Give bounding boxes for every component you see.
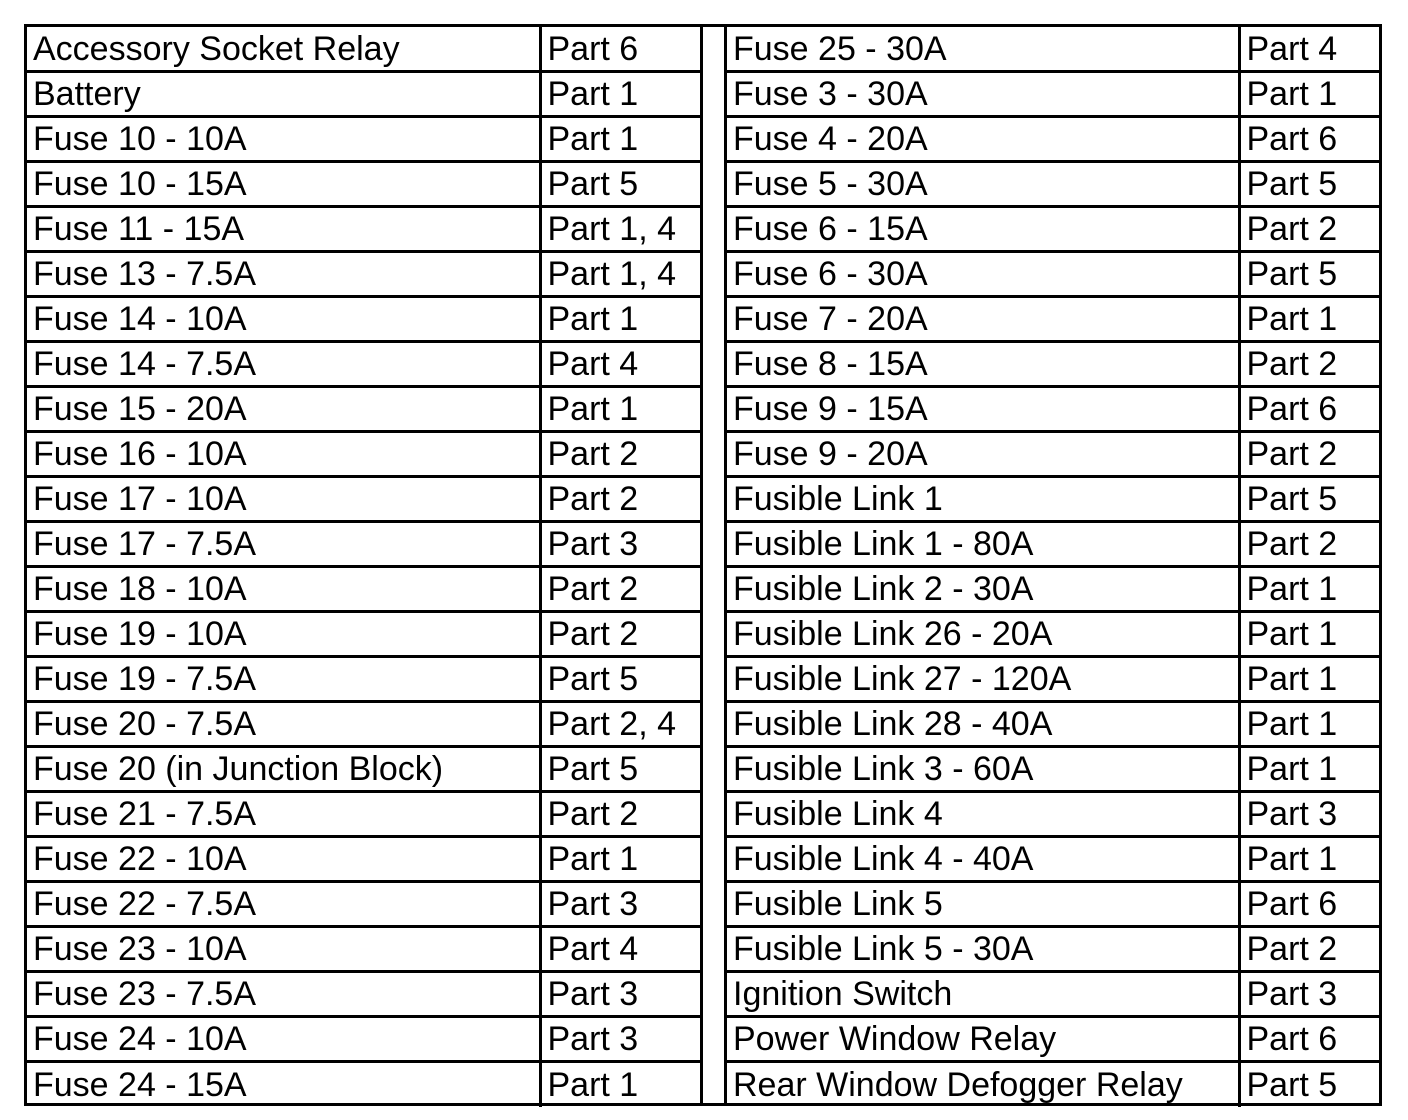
table-row	[27, 207, 700, 252]
component-name-cell: Fuse 25 - 30A	[727, 27, 1239, 72]
component-name-cell: Fuse 14 - 10A	[27, 297, 540, 342]
table-row	[27, 387, 700, 432]
table-row	[727, 432, 1379, 477]
component-name-cell: Fuse 19 - 10A	[27, 612, 540, 657]
component-name-cell: Fuse 7 - 20A	[727, 297, 1239, 342]
table-row	[27, 612, 700, 657]
component-name-cell: Fuse 9 - 20A	[727, 432, 1239, 477]
component-name-cell: Fuse 19 - 7.5A	[27, 657, 540, 702]
part-reference-cell: Part 1	[1239, 837, 1379, 882]
part-reference-cell: Part 6	[1239, 882, 1379, 927]
component-name-cell: Fusible Link 1	[727, 477, 1239, 522]
component-name-cell: Fuse 23 - 7.5A	[27, 972, 540, 1017]
part-reference-cell: Part 2	[540, 792, 700, 837]
table-row	[727, 342, 1379, 387]
component-index-table	[24, 24, 1382, 1106]
table-row	[727, 927, 1379, 972]
part-reference-cell: Part 4	[1246, 29, 1338, 68]
component-name-cell: Fusible Link 27 - 120A	[727, 657, 1239, 702]
part-reference-cell: Part 5	[540, 747, 700, 792]
table-row	[27, 702, 700, 747]
table-row	[27, 1017, 700, 1062]
table-row	[727, 972, 1379, 1017]
table-row	[727, 1017, 1379, 1062]
part-reference-cell: Part 5	[1239, 162, 1379, 207]
component-name-cell: Fuse 9 - 15A	[727, 387, 1239, 432]
table-row	[727, 792, 1379, 837]
part-reference-cell: Part 3	[1239, 792, 1379, 837]
table-row	[27, 522, 700, 567]
part-reference-cell: Part 1	[1239, 747, 1379, 792]
component-name-cell: Fusible Link 2 - 30A	[727, 567, 1239, 612]
table-row	[727, 567, 1379, 612]
part-reference-cell: Part 2	[1239, 927, 1379, 972]
component-name-cell: Fusible Link 3 - 60A	[727, 747, 1239, 792]
part-reference-cell: Part 5	[540, 657, 700, 702]
part-reference-cell: Part 1	[540, 297, 700, 342]
component-name-cell: Fuse 10 - 10A	[27, 117, 540, 162]
part-reference-cell: Part 2	[540, 477, 700, 522]
part-reference-cell: Part 1	[1239, 72, 1379, 117]
part-reference-cell: Part 5	[1239, 477, 1379, 522]
part-reference-cell: Part 2	[1239, 342, 1379, 387]
component-name-cell: Fuse 22 - 7.5A	[27, 882, 540, 927]
component-name-cell: Rear Window Defogger Relay	[727, 1062, 1239, 1107]
table-row	[727, 1062, 1379, 1107]
table-row	[727, 702, 1379, 747]
table-row	[27, 297, 700, 342]
part-reference-cell: Part 1	[540, 837, 700, 882]
component-name-cell: Fuse 17 - 7.5A	[27, 522, 540, 567]
table-row	[727, 117, 1379, 162]
component-name-cell: Fuse 8 - 15A	[727, 342, 1239, 387]
part-reference-cell: Part 1	[1239, 612, 1379, 657]
component-name-cell: Fuse 6 - 30A	[727, 252, 1239, 297]
part-reference-cell: Part 4	[540, 927, 700, 972]
table-row	[727, 657, 1379, 702]
table-row	[27, 27, 700, 72]
part-reference-cell: Part 3	[540, 882, 700, 927]
component-name-cell: Fuse 20 - 7.5A	[27, 702, 540, 747]
part-reference-cell: Part 2	[540, 567, 700, 612]
component-name-cell: Fuse 11 - 15A	[27, 207, 540, 252]
table-row	[27, 342, 700, 387]
left-column-body	[27, 27, 700, 1107]
component-name-cell: Fuse 20 (in Junction Block)	[27, 747, 540, 792]
left-column-table	[27, 27, 700, 1107]
part-reference-cell: Part 1	[1239, 567, 1379, 612]
part-reference-cell: Part 5	[540, 162, 700, 207]
component-name-cell: Fuse 5 - 30A	[727, 162, 1239, 207]
component-name-cell: Fuse 13 - 7.5A	[27, 252, 540, 297]
part-reference-cell: Part 3	[540, 522, 700, 567]
component-name-cell: Fuse 14 - 7.5A	[27, 342, 540, 387]
component-name-cell: Fuse 24 - 10A	[27, 1017, 540, 1062]
table-row	[27, 747, 700, 792]
component-name-cell: Ignition Switch	[727, 972, 1239, 1017]
table-row	[27, 252, 700, 297]
table-row	[27, 117, 700, 162]
table-row	[27, 72, 700, 117]
table-row	[727, 747, 1379, 792]
part-reference-cell: Part 3	[1239, 972, 1379, 1017]
part-reference-cell: Part 4	[540, 342, 700, 387]
table-row	[727, 477, 1379, 522]
part-reference-cell: Part 1	[1239, 657, 1379, 702]
table-row	[727, 72, 1379, 117]
part-reference-cell: Part 6	[1239, 1017, 1379, 1062]
component-name-cell: Accessory Socket Relay	[27, 27, 540, 72]
table-row	[727, 837, 1379, 882]
part-reference-cell: Part 2	[1239, 522, 1379, 567]
component-name-cell: Fusible Link 4 - 40A	[727, 837, 1239, 882]
component-name-cell: Fusible Link 4	[727, 792, 1239, 837]
component-name-cell: Fuse 3 - 30A	[727, 72, 1239, 117]
part-reference-cell: Part 3	[540, 1017, 700, 1062]
part-reference-cell: Part 1	[540, 117, 700, 162]
table-row	[727, 387, 1379, 432]
part-reference-cell: Part 5	[1239, 252, 1379, 297]
part-reference-cell: Part 1	[1239, 297, 1379, 342]
component-name-cell: Fuse 24 - 15A	[27, 1062, 540, 1107]
component-name-cell: Fuse 17 - 10A	[27, 477, 540, 522]
table-row	[27, 792, 700, 837]
column-divider	[700, 27, 727, 1103]
part-reference-cell: Part 1	[540, 387, 700, 432]
part-reference-cell: Part 2	[1239, 432, 1379, 477]
part-reference-cell: Part 6	[1239, 387, 1379, 432]
table-row	[727, 207, 1379, 252]
part-reference-cell: Part 3	[540, 972, 700, 1017]
table-row	[727, 882, 1379, 927]
table-row	[27, 162, 700, 207]
part-reference-cell: Part 1	[540, 1062, 700, 1107]
part-reference-cell: Part 2	[540, 612, 700, 657]
part-reference-cell: Part 1, 4	[540, 207, 700, 252]
table-row	[27, 432, 700, 477]
table-row	[27, 837, 700, 882]
table-row	[727, 522, 1379, 567]
component-name-cell: Fusible Link 28 - 40A	[727, 702, 1239, 747]
table-row	[27, 927, 700, 972]
table-row	[727, 162, 1379, 207]
component-name-cell: Fuse 4 - 20A	[727, 117, 1239, 162]
table-row	[27, 882, 700, 927]
table-row	[27, 477, 700, 522]
component-name-cell: Fuse 6 - 15A	[727, 207, 1239, 252]
component-name-cell: Fusible Link 5	[727, 882, 1239, 927]
component-name-cell: Fuse 18 - 10A	[27, 567, 540, 612]
table-row	[727, 612, 1379, 657]
component-name-cell: Fuse 23 - 10A	[27, 927, 540, 972]
part-reference-cell: Part 1, 4	[540, 252, 700, 297]
part-reference-cell: Part 2	[1239, 207, 1379, 252]
part-reference-cell: Part 2	[540, 432, 700, 477]
component-name-cell: Fuse 22 - 10A	[27, 837, 540, 882]
table-row	[727, 297, 1379, 342]
component-name-cell: Fusible Link 5 - 30A	[727, 927, 1239, 972]
component-name-cell: Fuse 16 - 10A	[27, 432, 540, 477]
right-column-body	[727, 27, 1379, 1107]
table-row	[27, 972, 700, 1017]
table-row	[27, 567, 700, 612]
part-reference-cell: Part 1	[540, 72, 700, 117]
table-row	[27, 1062, 700, 1107]
component-name-cell: Fuse 15 - 20A	[27, 387, 540, 432]
part-reference-cell: Part 6	[547, 29, 639, 68]
part-reference-cell: Part 5	[1239, 1062, 1379, 1107]
part-reference-cell: Part 2, 4	[540, 702, 700, 747]
part-reference-cell: Part 6	[1239, 117, 1379, 162]
component-name-cell: Battery	[27, 72, 540, 117]
component-name-cell: Fuse 10 - 15A	[27, 162, 540, 207]
table-row	[727, 27, 1379, 72]
right-column-table	[727, 27, 1379, 1107]
component-name-cell: Fuse 21 - 7.5A	[27, 792, 540, 837]
component-name-cell: Fusible Link 1 - 80A	[727, 522, 1239, 567]
component-name-cell: Power Window Relay	[727, 1017, 1239, 1062]
part-reference-cell: Part 1	[1239, 702, 1379, 747]
component-name-cell: Fusible Link 26 - 20A	[727, 612, 1239, 657]
table-row	[727, 252, 1379, 297]
table-row	[27, 657, 700, 702]
